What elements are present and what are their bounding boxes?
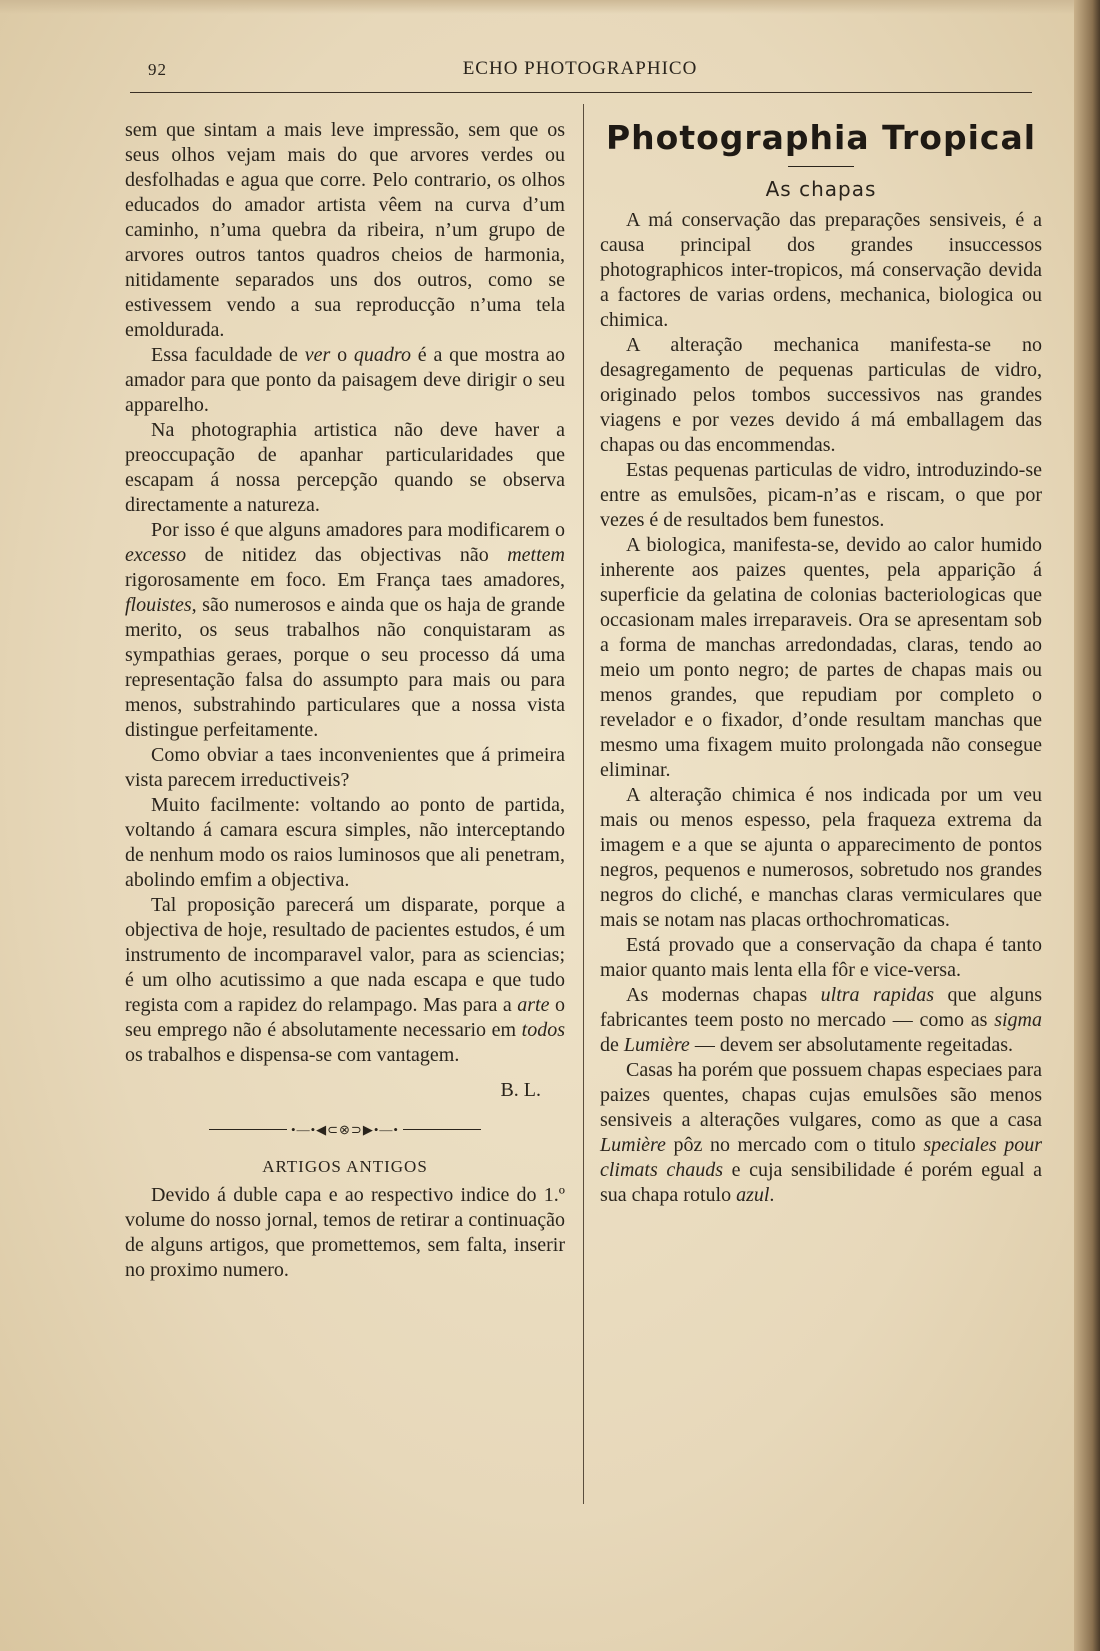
section-body (125, 1183, 565, 1283)
text-run: pôz no mercado com o titulo (665, 1134, 924, 1156)
text-run: — devem ser absolutamente regeitadas. (689, 1034, 1014, 1056)
italic-text: excesso (125, 544, 187, 566)
text-run: que alguns fabricantes teem posto no mercado — como as (600, 984, 1042, 1031)
italic-text: Lumière (600, 1134, 666, 1156)
italic-text: flouistes (125, 594, 192, 616)
italic-text: Lumière (623, 1034, 690, 1056)
paragraph (125, 743, 565, 793)
paragraph (600, 533, 1042, 783)
paragraph (125, 793, 565, 893)
italic-text: speciales pour climats chauds (600, 1134, 1042, 1181)
italic-text: todos (521, 1019, 565, 1041)
page-header (128, 56, 1032, 86)
paragraph (125, 1183, 565, 1283)
text-run: Na photographia artistica não deve haver a preoccupação de apanhar particularidades que escapam á nossa percepção quando se observa directamente a natureza. (125, 419, 565, 516)
italic-text: ver (304, 344, 331, 366)
text-run: Como obviar a taes inconvenientes que á primeira vista parecem irreductiveis? (125, 744, 565, 791)
header-rule (130, 92, 1032, 93)
italic-text: ultra rapidas (820, 984, 935, 1006)
text-run: o seu emprego não é absolutamente necessario em (125, 994, 566, 1041)
left-column (125, 118, 565, 1283)
text-run: As modernas chapas (626, 984, 821, 1006)
italic-text: sigma (994, 1009, 1042, 1031)
ornament-glyph: •—•◀⊂⊗⊃▶•—• (291, 1122, 399, 1137)
text-run: Tal proposição parecerá um disparate, porque a objectiva de hoje, resultado de pacientes estudos, é um instrumento de incomparavel valor, para as sciencias; é um olho acutissimo a que nada escapa e que tudo regista com a rapidez do relampago. Mas para a (125, 894, 565, 1016)
text-run: e cuja sensibilidade é porém egual a sua chapa rotulo (600, 1159, 1042, 1206)
column-divider (583, 104, 584, 1504)
right-column-body (600, 208, 1042, 1208)
text-run: Essa faculdade de (151, 344, 305, 366)
italic-text: arte (517, 994, 550, 1016)
paragraph (600, 1058, 1042, 1208)
paragraph (600, 208, 1042, 333)
text-run: Casas ha porém que possuem chapas especiaes para paizes quentes, chapas cujas emulsões são menos sensiveis a alterações vulgares, como as que a casa (600, 1059, 1042, 1131)
paragraph (600, 983, 1042, 1058)
italic-text: quadro (353, 344, 411, 366)
article-subtitle: As chapas (765, 177, 877, 201)
page-binding-edge (1074, 0, 1100, 1651)
paragraph (600, 933, 1042, 983)
text-run: de nitidez das objectivas não (186, 544, 508, 566)
text-run: A má conservação das preparações sensiveis, é a causa principal dos grandes insuccessos photographicos inter-tropicos, má conservação devida a factores de varias ordens, mechanica, biologica ou chimica. (600, 209, 1042, 331)
text-run: de (600, 1034, 624, 1056)
paragraph (125, 418, 565, 518)
article-title: Photographia Tropical (605, 118, 1037, 157)
text-run: Devido á duble capa e ao respectivo indice do 1.º volume do nosso jornal, temos de retirar a continuação de alguns artigos, que promettemos, sem falta, inserir no proximo numero. (125, 1184, 565, 1281)
text-run: A alteração mechanica manifesta-se no desagregamento de pequenas particulas de vidro, originado pelos tombos successivos nas grandes viagens e por vezes devido á má emballagem das chapas ou das encommendas. (600, 334, 1042, 456)
page-top-shadow (0, 0, 1100, 14)
text-run: Estas pequenas particulas de vidro, introduzindo-se entre as emulsões, picam-n’as e riscam, o que por vezes é de resultados bem funestos. (600, 459, 1042, 531)
ornament-line-left (209, 1129, 287, 1130)
text-run: Está provado que a conservação da chapa é tanto maior quanto mais lenta ella fôr e vice-versa. (600, 934, 1042, 981)
paragraph (125, 343, 565, 418)
paragraph (125, 893, 565, 1068)
italic-text: azul (736, 1184, 770, 1206)
running-title: ECHO PHOTOGRAPHICO (462, 58, 698, 79)
article-signature: B. L. (500, 1079, 541, 1101)
paragraph (600, 333, 1042, 458)
paragraph (600, 783, 1042, 933)
text-run: é a que mostra ao amador para que ponto da paisagem deve dirigir o seu apparelho. (125, 344, 565, 416)
title-rule (788, 166, 854, 167)
right-column (600, 118, 1042, 1208)
text-run: rigorosamente em foco. Em França taes amadores, (125, 569, 565, 591)
text-run: Muito facilmente: voltando ao ponto de partida, voltando á camara escura simples, não interceptando de nenhum modo os raios luminosos que ali penetram, abolindo emfim a objectiva. (125, 794, 565, 891)
italic-text: mettem (507, 544, 565, 566)
text-run: sem que sintam a mais leve impressão, sem que os seus olhos vejam mais do que arvores verdes ou desfolhadas e agua que corre. Pelo contrario, os olhos educados do amador artista vêem na curva d’um caminho, n’uma quebra da ribeira, n’um grupo de arvores outros tantos quadros cheios de harmonia, nitidamente separados uns dos outros, como se estivessem vendo a sua reproducção n’uma tela emoldurada. (125, 119, 565, 341)
section-ornament (125, 1117, 565, 1142)
page-number: 92 (148, 60, 167, 79)
left-column-body (125, 118, 565, 1068)
text-run: A alteração chimica é nos indicada por um veu mais ou menos espesso, pela fraqueza extrema da imagem e a que se ajunta o apparecimento de pontos negros, pequenos e numerosos, sobretudo nos grandes negros do cliché, e manchas claras vermiculares que mais se notam nas placas orthochromaticas. (600, 784, 1042, 931)
paragraph (125, 518, 565, 743)
text-run: A biologica, manifesta-se, devido ao calor humido inherente aos paizes quentes, pela apparição á superficie da gelatina de colonias bacteriologicas que occasionam males irreparaveis. Ora se apresentam sob a forma de manchas arredondadas, claras, tendo ao meio um ponto negro; de partes de chapas mais ou menos grandes, que repudiam por completo o revelador e o fixador, d’onde resultam manchas que mesmo uma fixagem muito prolongada não consegue eliminar. (600, 534, 1042, 781)
paragraph (125, 118, 565, 343)
text-run: Por isso é que alguns amadores para modificarem o (151, 519, 565, 541)
section-heading: ARTIGOS ANTIGOS (262, 1157, 428, 1176)
text-run: os trabalhos e dispensa-se com vantagem. (125, 1044, 460, 1066)
ornament-line-right (403, 1129, 481, 1130)
text-run: . (769, 1184, 775, 1206)
text-run: o (330, 344, 354, 366)
text-run: , são numerosos e ainda que os haja de grande merito, os seus trabalhos não conquistaram as sympathias geraes, porque o seu processo dá uma representação falsa do assumpto para mais ou para menos, substrahindo particulares que a nossa vista distingue perfeitamente. (125, 594, 565, 741)
paragraph (600, 458, 1042, 533)
